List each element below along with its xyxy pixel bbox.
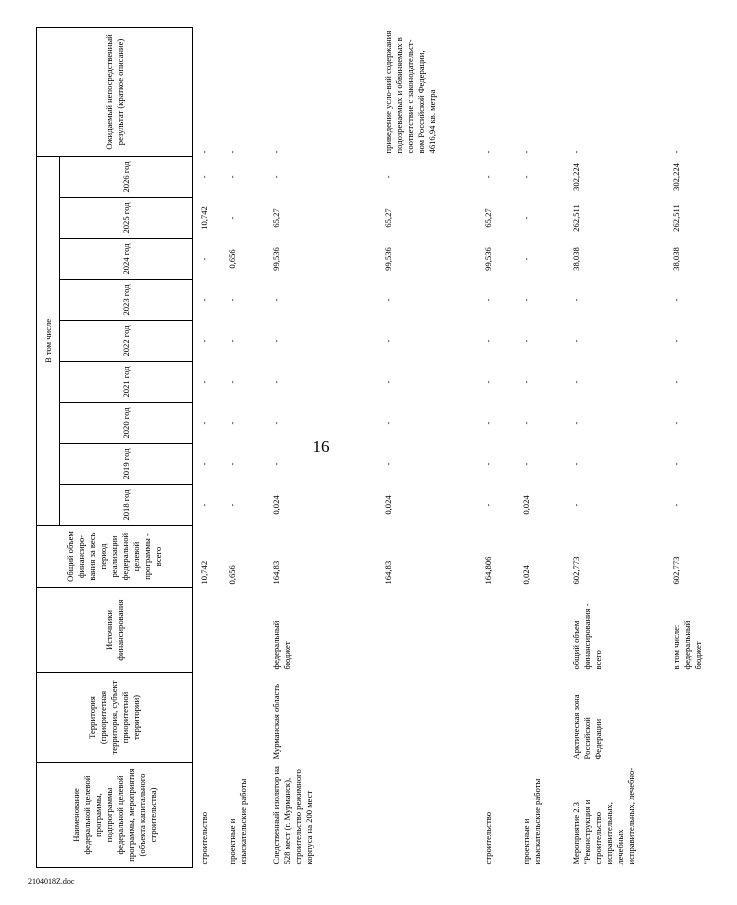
header-result: Ожидаемый непосредственный результат (краткое описание) [37, 27, 193, 156]
cell-year: 99,536 [482, 247, 493, 271]
cell-year: - [382, 462, 393, 466]
cell-name: Следственный изолятор на 528 мест (г. Мурманск), строительство режимного корпуса на 200 мест [270, 766, 314, 865]
header-source: Источники финансирования [37, 588, 193, 673]
cell-year: - [199, 421, 209, 425]
cell-year: - [670, 503, 681, 507]
cell-name: строительство [482, 811, 493, 865]
cell-year: - [570, 462, 581, 466]
cell-year: - [520, 175, 531, 179]
cell-year: - [482, 298, 493, 302]
table-row [667, 27, 737, 867]
cell-territory [223, 673, 267, 763]
cell-year: - [570, 298, 581, 302]
page-number: 16 [312, 437, 330, 456]
cell-year: - [199, 175, 209, 179]
cell-year: - [226, 421, 237, 425]
table-row [567, 27, 667, 867]
cell-source [517, 588, 567, 673]
cell-year: - [520, 339, 531, 343]
header-year: 2018 год [60, 485, 193, 526]
header-year: 2021 год [60, 362, 193, 403]
cell-year: - [482, 339, 493, 343]
cell-year: 302,224 [670, 163, 681, 191]
cell-result: - [520, 150, 531, 154]
cell-source [193, 588, 223, 673]
cell-year: - [199, 257, 209, 261]
cell-year: - [482, 380, 493, 384]
cell-total: 164,83 [270, 560, 281, 585]
header-year: 2025 год [60, 198, 193, 239]
cell-year: - [520, 421, 531, 425]
cell-year: 65,27 [270, 208, 281, 228]
cell-result: приведение усло-вий содержания подозреваемых и обвиняемых в соответствие с законодательст-вом Российской Федерации, 4616,94 кв. метра [382, 30, 437, 154]
cell-result: - [670, 150, 681, 154]
cell-result: - [199, 150, 209, 154]
cell-year: - [382, 339, 393, 343]
cell-total: 164,83 [382, 560, 393, 585]
financing-table [36, 27, 737, 868]
table-body [193, 27, 737, 867]
cell-year: - [382, 298, 393, 302]
cell-source [479, 588, 517, 673]
cell-result: - [570, 150, 581, 154]
cell-year: 0,024 [270, 495, 281, 515]
cell-source [223, 588, 267, 673]
cell-year: - [226, 175, 237, 179]
cell-year: 302,224 [570, 163, 581, 191]
cell-year: - [520, 462, 531, 466]
rotated-table-page [36, 28, 703, 868]
cell-year: - [226, 462, 237, 466]
cell-year: - [670, 421, 681, 425]
cell-year: - [199, 339, 209, 343]
cell-year: 65,27 [482, 208, 493, 228]
cell-total: 0,656 [226, 565, 237, 585]
cell-year: 262,511 [570, 204, 581, 232]
header-territory: Территория (приоритетная территория, субъект приоритетной территории) [37, 673, 193, 763]
cell-territory [379, 673, 479, 763]
cell-source: в том числе: федеральный бюджет [670, 620, 703, 670]
cell-result: - [226, 150, 237, 154]
cell-result: - [482, 150, 493, 154]
header-year: 2022 год [60, 321, 193, 362]
cell-year: 0,024 [382, 495, 393, 515]
cell-year: 0,024 [520, 495, 531, 515]
cell-name: проектные и изыскательские работы [520, 778, 542, 865]
cell-year: - [199, 503, 209, 507]
cell-total: 602,773 [670, 556, 681, 585]
cell-year: - [570, 503, 581, 507]
header-year: 2019 год [60, 444, 193, 485]
cell-total: 10,742 [199, 560, 209, 585]
cell-year: - [670, 298, 681, 302]
cell-year: - [482, 503, 493, 507]
cell-name: строительство [199, 811, 209, 865]
cell-name [379, 763, 479, 868]
cell-year: - [226, 380, 237, 384]
cell-year: - [670, 380, 681, 384]
cell-territory: Арктическая зона Российской Федерации [570, 694, 603, 760]
cell-year: - [226, 298, 237, 302]
cell-total: 602,773 [570, 556, 581, 585]
header-year: 2026 год [60, 156, 193, 197]
cell-year: - [270, 298, 281, 302]
header-name: Наименование федеральной целевой программы, подпрограммы федеральной целевой программы, мероприятия (объекта капитального строительства) [37, 763, 193, 868]
cell-total: 164,806 [482, 556, 493, 585]
cell-year: - [520, 216, 531, 220]
cell-source: федеральный бюджет [270, 620, 292, 670]
table-row [223, 27, 267, 867]
cell-name: Мероприятие 2.3 "Реконструкция и строительство исправительных, лечебных исправительных, лечебно- [570, 767, 636, 865]
cell-year: - [570, 421, 581, 425]
header-year: 2024 год [60, 239, 193, 280]
cell-year: - [382, 380, 393, 384]
cell-year: 10,742 [199, 206, 209, 230]
table-row [267, 27, 379, 867]
cell-total: 0,024 [520, 565, 531, 585]
header-including: В том числе [37, 156, 60, 525]
cell-year: 99,536 [270, 247, 281, 271]
cell-source: общий объем финансирования - всего [570, 603, 603, 670]
cell-year: - [382, 175, 393, 179]
header-year: 2023 год [60, 280, 193, 321]
cell-year: - [270, 175, 281, 179]
table-row [379, 27, 479, 867]
cell-year: - [670, 462, 681, 466]
cell-year: - [520, 257, 531, 261]
cell-year: 65,27 [382, 208, 393, 228]
cell-territory [667, 673, 737, 763]
cell-year: - [226, 339, 237, 343]
table-row [479, 27, 517, 867]
cell-year: 99,536 [382, 247, 393, 271]
cell-name: проектные и изыскательские работы [226, 778, 248, 865]
header-total: Общий объем финансиро-вания за весь период реализации федеральной целевой программы - всего [37, 526, 193, 588]
cell-year: - [270, 380, 281, 384]
cell-year: 38,038 [670, 247, 681, 271]
cell-year: 0,656 [226, 249, 237, 269]
cell-year: - [570, 380, 581, 384]
cell-year: - [270, 339, 281, 343]
cell-result: - [270, 150, 281, 154]
cell-year: - [270, 421, 281, 425]
cell-year: - [520, 380, 531, 384]
cell-year: - [382, 421, 393, 425]
cell-source [379, 588, 479, 673]
cell-year: - [670, 339, 681, 343]
cell-year: - [482, 462, 493, 466]
cell-territory [517, 673, 567, 763]
cell-year: 38,038 [570, 247, 581, 271]
cell-year: - [482, 175, 493, 179]
cell-year: - [199, 380, 209, 384]
cell-name [667, 763, 737, 868]
table-row [193, 27, 223, 867]
cell-year: - [520, 298, 531, 302]
cell-territory [193, 673, 223, 763]
table-row [517, 27, 567, 867]
footer-filename: 2104018Z.doc [28, 877, 75, 886]
cell-year: - [226, 216, 237, 220]
cell-year: - [226, 503, 237, 507]
cell-territory [479, 673, 517, 763]
cell-territory: Мурманская область [270, 683, 281, 760]
cell-year: - [199, 298, 209, 302]
cell-year: - [482, 421, 493, 425]
cell-year: - [570, 339, 581, 343]
cell-year: - [199, 462, 209, 466]
header-year: 2020 год [60, 403, 193, 444]
cell-year: - [270, 462, 281, 466]
cell-year: 262,511 [670, 204, 681, 232]
